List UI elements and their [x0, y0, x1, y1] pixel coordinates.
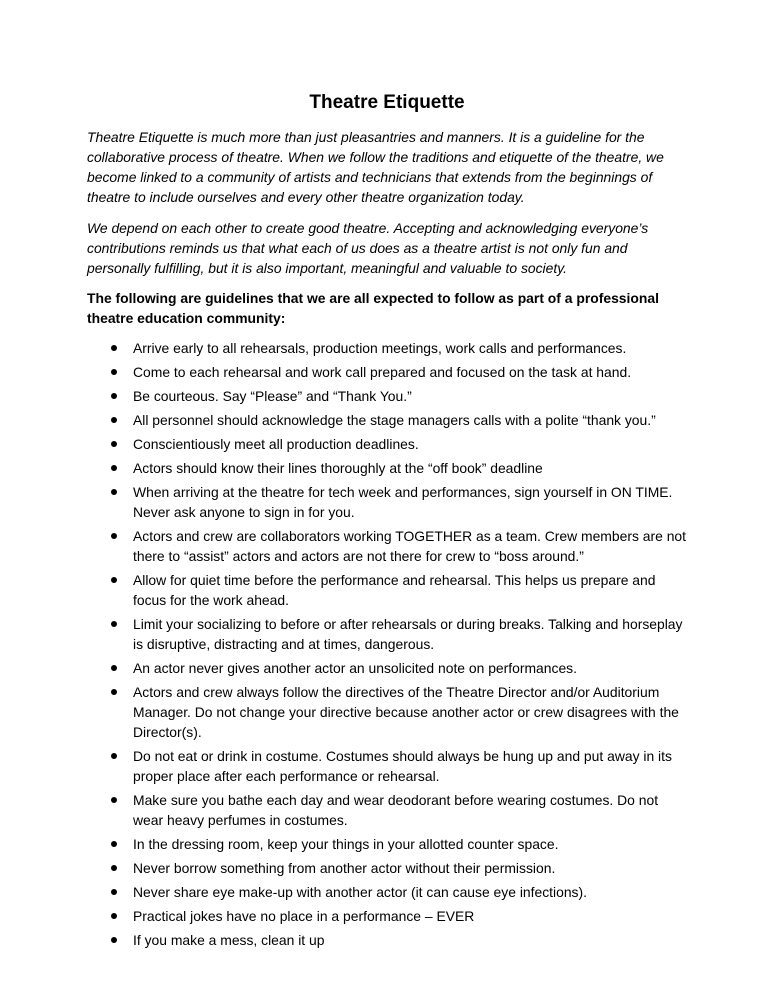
document-page: [87, 0, 687, 954]
guideline-item: [87, 338, 687, 358]
guideline-text: All personnel should acknowledge the stage managers calls with a polite “thank you.”: [133, 412, 656, 428]
guideline-text: Be courteous. Say “Please” and “Thank You.”: [133, 388, 412, 404]
guideline-text: Actors and crew are collaborators working TOGETHER as a team. Crew members are not there to “assist” actors and actors are not there for crew to “boss around.”: [133, 528, 687, 564]
guideline-text: In the dressing room, keep your things in your allotted counter space.: [133, 836, 559, 852]
guideline-item: [87, 434, 687, 454]
guideline-item: [87, 614, 687, 654]
guideline-text: Limit your socializing to before or after rehearsals or during breaks. Talking and horseplay is disruptive, distracting and at times, dangerous.: [133, 616, 683, 652]
guideline-item: [87, 386, 687, 406]
guidelines-list: [87, 338, 687, 950]
guideline-text: Never borrow something from another actor without their permission.: [133, 860, 556, 876]
guideline-text: Make sure you bathe each day and wear deodorant before wearing costumes. Do not wear heavy perfumes in costumes.: [133, 792, 659, 828]
guideline-text: Practical jokes have no place in a performance – EVER: [133, 908, 475, 924]
guideline-text: Allow for quiet time before the performance and rehearsal. This helps us prepare and focus for the work ahead.: [133, 572, 656, 608]
guideline-text: Conscientiously meet all production deadlines.: [133, 436, 419, 452]
guideline-text: Actors should know their lines thoroughly at the “off book” deadline: [133, 460, 543, 476]
guideline-item: [87, 482, 687, 522]
intro-paragraph: We depend on each other to create good theatre. Accepting and acknowledging everyone’s contributions reminds us that what each of us does as a theatre artist is not only fun and personally fulfilling, but it is also important, meaningful and valuable to society.: [87, 220, 649, 276]
guideline-item: [87, 746, 687, 786]
guideline-item: [87, 658, 687, 678]
guideline-item: [87, 834, 687, 854]
guideline-item: [87, 858, 687, 878]
guideline-item: [87, 682, 687, 742]
guideline-text: Actors and crew always follow the directives of the Theatre Director and/or Auditorium Manager. Do not change your directive because another actor or crew disagrees with the Director(s).: [133, 684, 679, 740]
guideline-item: [87, 458, 687, 478]
document-title: Theatre Etiquette: [309, 92, 465, 113]
guideline-item: [87, 930, 687, 950]
guideline-text: Never share eye make-up with another actor (it can cause eye infections).: [133, 884, 587, 900]
intro-paragraph: Theatre Etiquette is much more than just pleasantries and manners. It is a guideline for the collaborative process of theatre. When we follow the traditions and etiquette of the theatre, we become linked to a community of artists and technicians that extends from the beginnings of theatre to include ourselves and every other theatre organization today.: [87, 129, 664, 205]
guideline-text: An actor never gives another actor an unsolicited note on performances.: [133, 660, 577, 676]
guideline-text: When arriving at the theatre for tech week and performances, sign yourself in ON TIME. Never ask anyone to sign in for you.: [133, 484, 673, 520]
guideline-item: [87, 570, 687, 610]
guidelines-lead: The following are guidelines that we are all expected to follow as part of a professional theatre education community:: [87, 290, 659, 326]
guideline-text: If you make a mess, clean it up: [133, 932, 325, 948]
guideline-item: [87, 526, 687, 566]
guideline-text: Arrive early to all rehearsals, production meetings, work calls and performances.: [133, 340, 627, 356]
guideline-item: [87, 362, 687, 382]
guideline-text: Come to each rehearsal and work call prepared and focused on the task at hand.: [133, 364, 632, 380]
guideline-item: [87, 790, 687, 830]
guideline-text: Do not eat or drink in costume. Costumes should always be hung up and put away in its proper place after each performance or rehearsal.: [133, 748, 672, 784]
guideline-item: [87, 906, 687, 926]
guideline-item: [87, 882, 687, 902]
guideline-item: [87, 410, 687, 430]
